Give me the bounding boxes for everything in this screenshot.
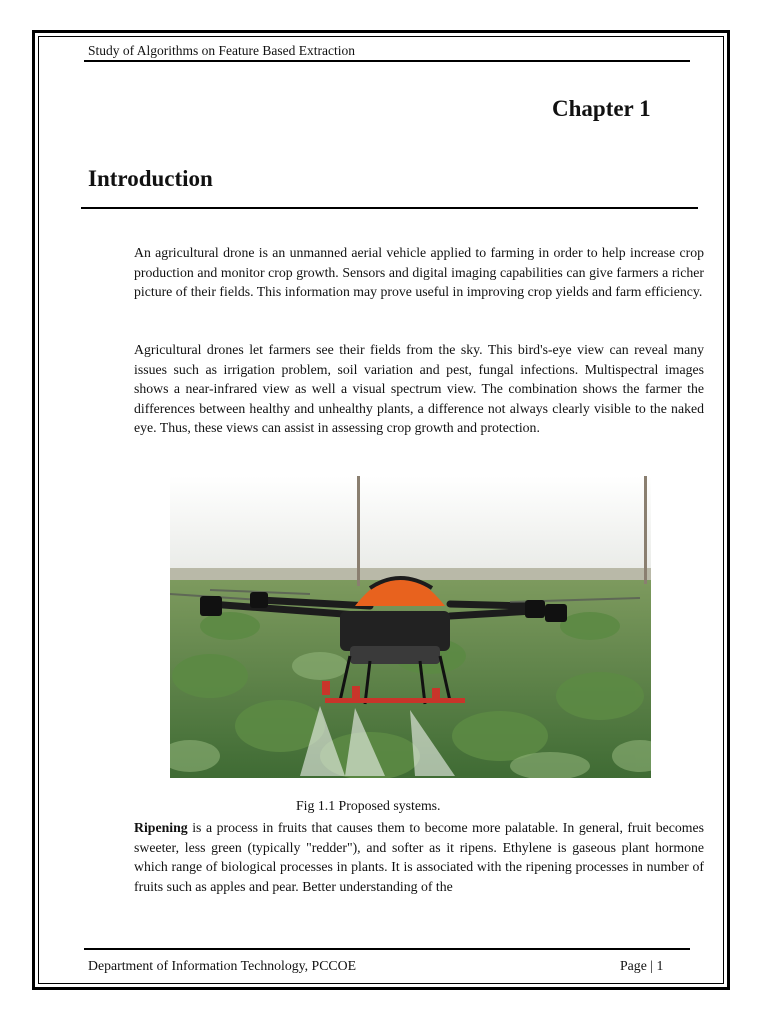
paragraph-drones: An agricultural drone is an unmanned aerial vehicle applied to farming in order to help increase crop production and monitor crop growth. Sensors and digital imaging capabilities can give farmers a richer picture of their fields. This information may prove useful in improving crop yields and farm efficiency. xyxy=(134,245,704,299)
drone-photo-illustration xyxy=(170,476,651,778)
footer-rule xyxy=(84,948,690,950)
running-header: Study of Algorithms on Feature Based Extraction xyxy=(88,43,355,58)
paragraph-ripening xyxy=(134,818,704,896)
header-rule xyxy=(84,60,690,62)
ripening-term: Ripening xyxy=(134,820,188,835)
footer-page-number: Page | 1 xyxy=(620,958,664,973)
footer-department: Department of Information Technology, PCCOE xyxy=(88,958,357,973)
figure-drone-photo xyxy=(170,476,651,778)
title-rule xyxy=(81,207,698,209)
chapter-label: Chapter 1 xyxy=(552,96,651,121)
figure-caption: Fig 1.1 Proposed systems. xyxy=(296,798,441,813)
section-title: Introduction xyxy=(88,166,213,191)
ripening-text: is a process in fruits that causes them to become more palatable. In general, fruit becomes sweeter, less green (typically "redder"), and softer as it ripens. Ethylene is gaseous plant hormone which range of biological processes in plants. It is associated with the ripening processes in number of fruits such as apples and pear. Better understanding of the xyxy=(134,820,704,894)
paragraph-aerial-view: Agricultural drones let farmers see their fields from the sky. This bird's-eye view can reveal many issues such as irrigation problem, soil variation and pest, fungal infections. Multispectral images shows a near-infrared view as well a visual spectrum view. The combination shows the farmer the differences between healthy and unhealthy plants, a difference not always clearly visible to the naked eye. Thus, these views can assist in assessing crop growth and protection. xyxy=(134,342,704,435)
